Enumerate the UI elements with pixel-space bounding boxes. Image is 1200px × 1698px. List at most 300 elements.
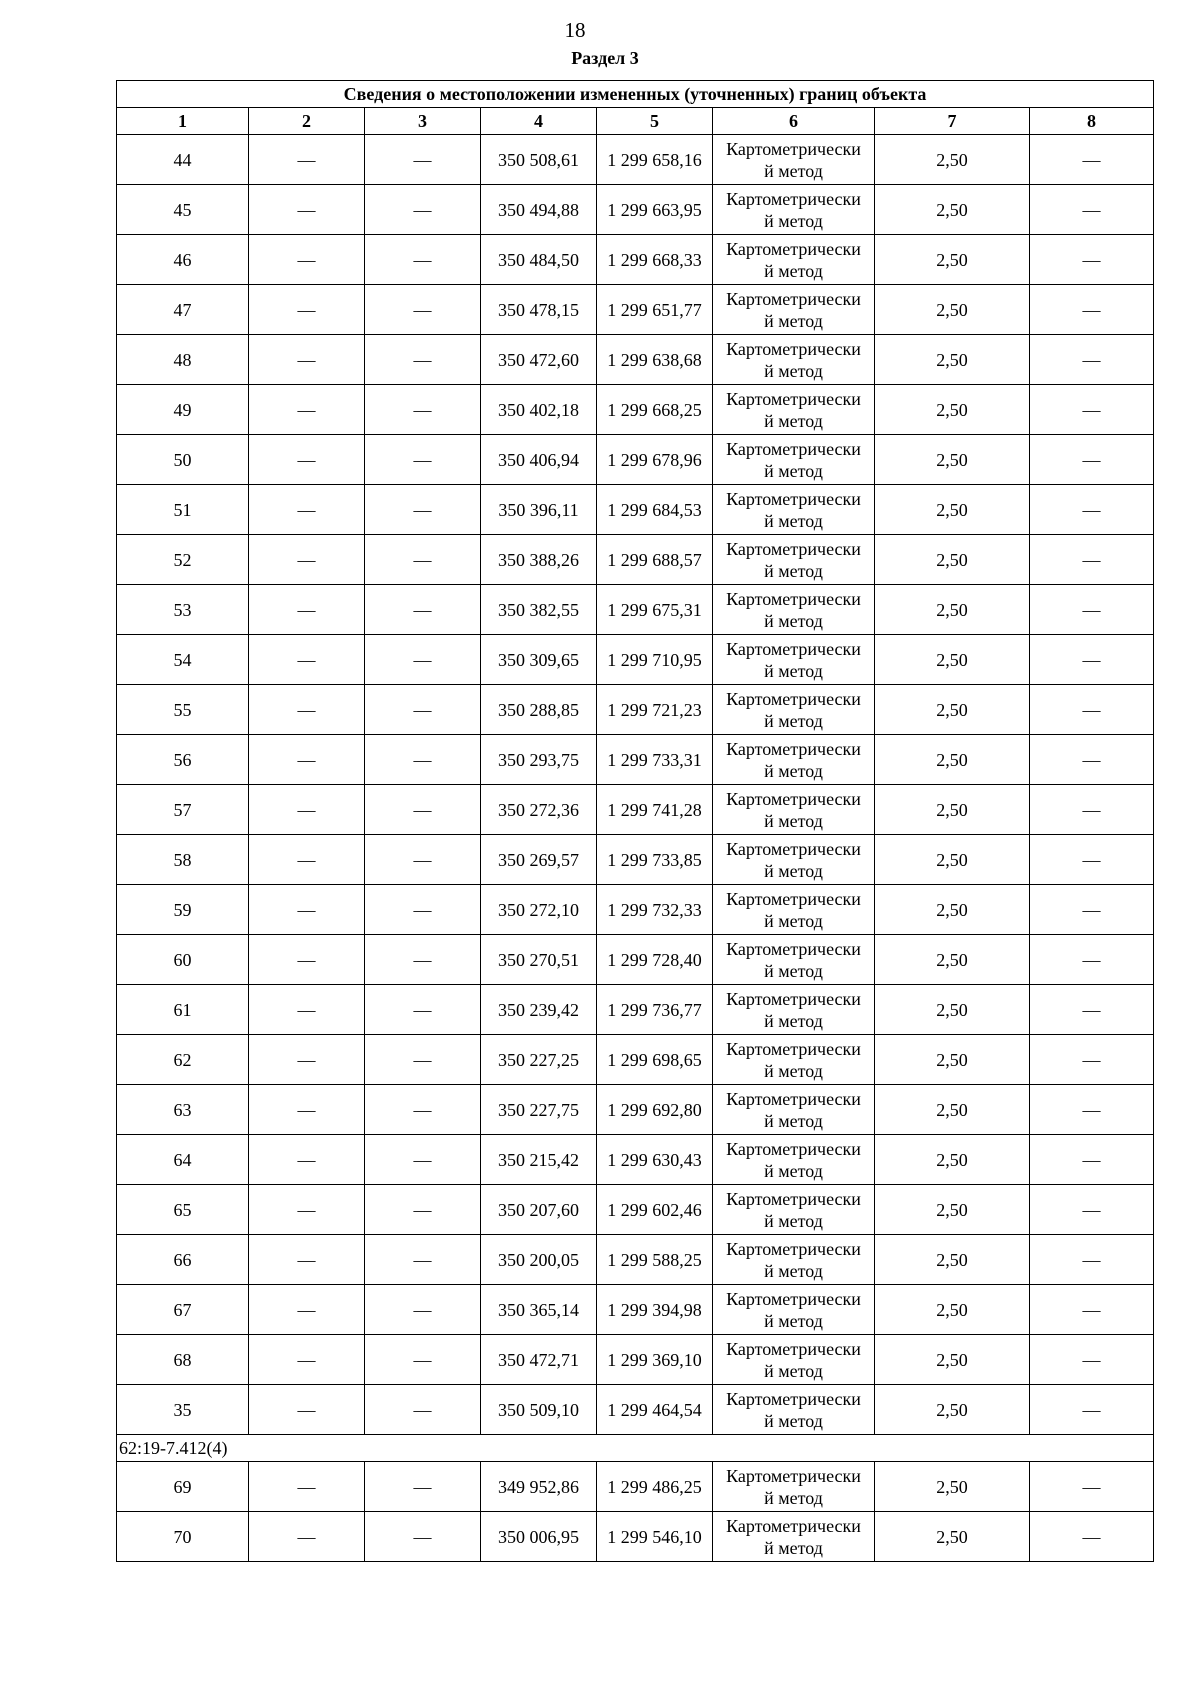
col3-value: — [365, 1512, 481, 1562]
method-line-2: й метод [764, 360, 823, 381]
y-coordinate: 1 299 684,53 [597, 485, 713, 535]
col2-value: — [249, 785, 365, 835]
col8-value: — [1030, 1085, 1154, 1135]
table-row [117, 1135, 1154, 1185]
col3-value: — [365, 985, 481, 1035]
col3-value: — [365, 335, 481, 385]
accuracy: 2,50 [875, 585, 1030, 635]
accuracy: 2,50 [875, 635, 1030, 685]
col3-value: — [365, 1235, 481, 1285]
col8-value: — [1030, 585, 1154, 635]
col8-value: — [1030, 385, 1154, 435]
col3-value: — [365, 235, 481, 285]
method-line-2: й метод [764, 1487, 823, 1508]
col2-value: — [249, 185, 365, 235]
col3-value: — [365, 835, 481, 885]
method-line-1: Картометрически [726, 1338, 861, 1359]
col3-value: — [365, 585, 481, 635]
table-row [117, 485, 1154, 535]
method [713, 1462, 875, 1512]
method-line-1: Картометрически [726, 488, 861, 509]
x-coordinate: 350 272,10 [481, 885, 597, 935]
col2-value: — [249, 585, 365, 635]
x-coordinate: 350 272,36 [481, 785, 597, 835]
method-line-1: Картометрически [726, 1288, 861, 1309]
method-line-2: й метод [764, 560, 823, 581]
col2-value: — [249, 1035, 365, 1085]
y-coordinate: 1 299 736,77 [597, 985, 713, 1035]
y-coordinate: 1 299 721,23 [597, 685, 713, 735]
col8-value: — [1030, 935, 1154, 985]
y-coordinate: 1 299 732,33 [597, 885, 713, 935]
method [713, 1035, 875, 1085]
col2-value: — [249, 1285, 365, 1335]
method [713, 585, 875, 635]
col3-value: — [365, 1135, 481, 1185]
col3-value: — [365, 1462, 481, 1512]
point-number: 46 [117, 235, 249, 285]
point-number: 67 [117, 1285, 249, 1335]
method [713, 1335, 875, 1385]
method-line-1: Картометрически [726, 388, 861, 409]
col2-value: — [249, 935, 365, 985]
col2-value: — [249, 385, 365, 435]
point-number: 65 [117, 1185, 249, 1235]
accuracy: 2,50 [875, 1035, 1030, 1085]
method-line-1: Картометрически [726, 888, 861, 909]
method-line-2: й метод [764, 910, 823, 931]
col2-value: — [249, 1135, 365, 1185]
col8-value: — [1030, 1285, 1154, 1335]
y-coordinate: 1 299 710,95 [597, 635, 713, 685]
table-row [117, 235, 1154, 285]
column-header: 8 [1030, 108, 1154, 135]
y-coordinate: 1 299 698,65 [597, 1035, 713, 1085]
col8-value: — [1030, 185, 1154, 235]
table-row [117, 1235, 1154, 1285]
table-row [117, 1462, 1154, 1512]
col3-value: — [365, 1285, 481, 1335]
accuracy: 2,50 [875, 1512, 1030, 1562]
method-line-1: Картометрически [726, 138, 861, 159]
method [713, 1135, 875, 1185]
col3-value: — [365, 685, 481, 735]
accuracy: 2,50 [875, 835, 1030, 885]
y-coordinate: 1 299 464,54 [597, 1385, 713, 1435]
method [713, 135, 875, 185]
accuracy: 2,50 [875, 335, 1030, 385]
x-coordinate: 350 494,88 [481, 185, 597, 235]
method-line-1: Картометрически [726, 338, 861, 359]
point-number: 44 [117, 135, 249, 185]
table-row [117, 985, 1154, 1035]
y-coordinate: 1 299 663,95 [597, 185, 713, 235]
point-number: 54 [117, 635, 249, 685]
col2-value: — [249, 885, 365, 935]
method [713, 635, 875, 685]
column-header: 5 [597, 108, 713, 135]
method-line-2: й метод [764, 1537, 823, 1558]
y-coordinate: 1 299 486,25 [597, 1462, 713, 1512]
method-line-2: й метод [764, 1310, 823, 1331]
x-coordinate: 350 508,61 [481, 135, 597, 185]
method-line-2: й метод [764, 1060, 823, 1081]
col3-value: — [365, 185, 481, 235]
col8-value: — [1030, 1135, 1154, 1185]
y-coordinate: 1 299 733,31 [597, 735, 713, 785]
accuracy: 2,50 [875, 735, 1030, 785]
col8-value: — [1030, 485, 1154, 535]
method [713, 835, 875, 885]
accuracy: 2,50 [875, 985, 1030, 1035]
method-line-2: й метод [764, 1160, 823, 1181]
y-coordinate: 1 299 369,10 [597, 1335, 713, 1385]
col2-value: — [249, 1235, 365, 1285]
table-row [117, 335, 1154, 385]
point-number: 63 [117, 1085, 249, 1135]
method-line-1: Картометрически [726, 438, 861, 459]
method-line-2: й метод [764, 960, 823, 981]
method-line-2: й метод [764, 160, 823, 181]
col3-value: — [365, 1085, 481, 1135]
y-coordinate: 1 299 675,31 [597, 585, 713, 635]
col2-value: — [249, 835, 365, 885]
point-number: 52 [117, 535, 249, 585]
y-coordinate: 1 299 678,96 [597, 435, 713, 485]
method [713, 485, 875, 535]
method-line-2: й метод [764, 310, 823, 331]
point-number: 70 [117, 1512, 249, 1562]
method-line-1: Картометрически [726, 288, 861, 309]
accuracy: 2,50 [875, 885, 1030, 935]
method-line-1: Картометрически [726, 738, 861, 759]
accuracy: 2,50 [875, 685, 1030, 735]
col2-value: — [249, 235, 365, 285]
col2-value: — [249, 735, 365, 785]
method-line-1: Картометрически [726, 838, 861, 859]
method [713, 285, 875, 335]
table-row [117, 735, 1154, 785]
col8-value: — [1030, 1385, 1154, 1435]
method-line-2: й метод [764, 860, 823, 881]
col8-value: — [1030, 1335, 1154, 1385]
x-coordinate: 350 396,11 [481, 485, 597, 535]
method-line-1: Картометрически [726, 938, 861, 959]
method-line-1: Картометрически [726, 1515, 861, 1536]
col8-value: — [1030, 1235, 1154, 1285]
col3-value: — [365, 435, 481, 485]
method [713, 235, 875, 285]
method [713, 1085, 875, 1135]
col3-value: — [365, 935, 481, 985]
accuracy: 2,50 [875, 535, 1030, 585]
method [713, 335, 875, 385]
table-row [117, 1335, 1154, 1385]
accuracy: 2,50 [875, 785, 1030, 835]
method [713, 185, 875, 235]
col8-value: — [1030, 1462, 1154, 1512]
method-line-2: й метод [764, 1210, 823, 1231]
method-line-1: Картометрически [726, 1465, 861, 1486]
y-coordinate: 1 299 630,43 [597, 1135, 713, 1185]
col8-value: — [1030, 535, 1154, 585]
table-row [117, 1385, 1154, 1435]
method [713, 1285, 875, 1335]
col3-value: — [365, 1185, 481, 1235]
point-number: 45 [117, 185, 249, 235]
col3-value: — [365, 285, 481, 335]
method [713, 685, 875, 735]
accuracy: 2,50 [875, 385, 1030, 435]
point-number: 60 [117, 935, 249, 985]
table-row [117, 635, 1154, 685]
col8-value: — [1030, 785, 1154, 835]
group-label: 62:19-7.412(4) [117, 1435, 1154, 1462]
x-coordinate: 350 478,15 [481, 285, 597, 335]
x-coordinate: 350 293,75 [481, 735, 597, 785]
col3-value: — [365, 1035, 481, 1085]
x-coordinate: 349 952,86 [481, 1462, 597, 1512]
method-line-2: й метод [764, 810, 823, 831]
accuracy: 2,50 [875, 285, 1030, 335]
method [713, 1385, 875, 1435]
accuracy: 2,50 [875, 435, 1030, 485]
section-title: Раздел 3 [571, 48, 639, 68]
point-number: 53 [117, 585, 249, 635]
table-row [117, 185, 1154, 235]
column-header: 4 [481, 108, 597, 135]
accuracy: 2,50 [875, 935, 1030, 985]
method-line-1: Картометрически [726, 1188, 861, 1209]
method [713, 985, 875, 1035]
point-number: 47 [117, 285, 249, 335]
method [713, 535, 875, 585]
table-row [117, 1185, 1154, 1235]
x-coordinate: 350 207,60 [481, 1185, 597, 1235]
y-coordinate: 1 299 741,28 [597, 785, 713, 835]
col3-value: — [365, 735, 481, 785]
method-line-2: й метод [764, 210, 823, 231]
point-number: 62 [117, 1035, 249, 1085]
method-line-2: й метод [764, 510, 823, 531]
y-coordinate: 1 299 638,68 [597, 335, 713, 385]
table-row [117, 1512, 1154, 1562]
point-number: 64 [117, 1135, 249, 1185]
x-coordinate: 350 484,50 [481, 235, 597, 285]
method-line-2: й метод [764, 260, 823, 281]
table-row [117, 385, 1154, 435]
point-number: 48 [117, 335, 249, 385]
method-line-2: й метод [764, 710, 823, 731]
col2-value: — [249, 1185, 365, 1235]
col8-value: — [1030, 1185, 1154, 1235]
table-row [117, 1035, 1154, 1085]
col2-value: — [249, 285, 365, 335]
x-coordinate: 350 472,71 [481, 1335, 597, 1385]
table-row [117, 785, 1154, 835]
col3-value: — [365, 485, 481, 535]
col8-value: — [1030, 985, 1154, 1035]
x-coordinate: 350 406,94 [481, 435, 597, 485]
method-line-1: Картометрически [726, 1238, 861, 1259]
col3-value: — [365, 385, 481, 435]
table-row [117, 685, 1154, 735]
accuracy: 2,50 [875, 485, 1030, 535]
y-coordinate: 1 299 394,98 [597, 1285, 713, 1335]
method [713, 435, 875, 485]
col3-value: — [365, 635, 481, 685]
col3-value: — [365, 135, 481, 185]
method [713, 1235, 875, 1285]
column-header: 6 [713, 108, 875, 135]
method-line-1: Картометрически [726, 1388, 861, 1409]
method-line-2: й метод [764, 1010, 823, 1031]
x-coordinate: 350 227,25 [481, 1035, 597, 1085]
method [713, 885, 875, 935]
point-number: 68 [117, 1335, 249, 1385]
point-number: 50 [117, 435, 249, 485]
col2-value: — [249, 485, 365, 535]
method-line-2: й метод [764, 1410, 823, 1431]
col8-value: — [1030, 435, 1154, 485]
col3-value: — [365, 785, 481, 835]
col3-value: — [365, 1385, 481, 1435]
method-line-2: й метод [764, 610, 823, 631]
col2-value: — [249, 535, 365, 585]
accuracy: 2,50 [875, 135, 1030, 185]
col8-value: — [1030, 285, 1154, 335]
y-coordinate: 1 299 651,77 [597, 285, 713, 335]
accuracy: 2,50 [875, 1085, 1030, 1135]
method-line-2: й метод [764, 410, 823, 431]
accuracy: 2,50 [875, 235, 1030, 285]
table-row [117, 535, 1154, 585]
col8-value: — [1030, 735, 1154, 785]
col8-value: — [1030, 885, 1154, 935]
x-coordinate: 350 388,26 [481, 535, 597, 585]
point-number: 59 [117, 885, 249, 935]
y-coordinate: 1 299 602,46 [597, 1185, 713, 1235]
column-header: 3 [365, 108, 481, 135]
x-coordinate: 350 200,05 [481, 1235, 597, 1285]
y-coordinate: 1 299 733,85 [597, 835, 713, 885]
col2-value: — [249, 1085, 365, 1135]
col2-value: — [249, 985, 365, 1035]
col2-value: — [249, 135, 365, 185]
column-header-row [117, 108, 1154, 135]
table-row [117, 835, 1154, 885]
method-line-1: Картометрически [726, 188, 861, 209]
point-number: 35 [117, 1385, 249, 1435]
point-number: 58 [117, 835, 249, 885]
x-coordinate: 350 472,60 [481, 335, 597, 385]
col8-value: — [1030, 335, 1154, 385]
column-header: 2 [249, 108, 365, 135]
col8-value: — [1030, 1035, 1154, 1085]
method-line-1: Картометрически [726, 1088, 861, 1109]
method-line-1: Картометрически [726, 1038, 861, 1059]
col2-value: — [249, 1335, 365, 1385]
table-row [117, 435, 1154, 485]
method [713, 385, 875, 435]
method-line-1: Картометрически [726, 1138, 861, 1159]
table-row [117, 885, 1154, 935]
col8-value: — [1030, 635, 1154, 685]
y-coordinate: 1 299 546,10 [597, 1512, 713, 1562]
point-number: 55 [117, 685, 249, 735]
y-coordinate: 1 299 658,16 [597, 135, 713, 185]
point-number: 49 [117, 385, 249, 435]
col2-value: — [249, 435, 365, 485]
table-row [117, 935, 1154, 985]
table-row [117, 1085, 1154, 1135]
col2-value: — [249, 685, 365, 735]
table-row [117, 585, 1154, 635]
col8-value: — [1030, 1512, 1154, 1562]
method-line-1: Картометрически [726, 538, 861, 559]
table-row [117, 1285, 1154, 1335]
col2-value: — [249, 335, 365, 385]
col2-value: — [249, 1462, 365, 1512]
column-header: 1 [117, 108, 249, 135]
x-coordinate: 350 288,85 [481, 685, 597, 735]
x-coordinate: 350 402,18 [481, 385, 597, 435]
method-line-2: й метод [764, 760, 823, 781]
point-number: 57 [117, 785, 249, 835]
accuracy: 2,50 [875, 1135, 1030, 1185]
method [713, 785, 875, 835]
x-coordinate: 350 269,57 [481, 835, 597, 885]
accuracy: 2,50 [875, 1335, 1030, 1385]
point-number: 66 [117, 1235, 249, 1285]
point-number: 61 [117, 985, 249, 1035]
col2-value: — [249, 1385, 365, 1435]
method-line-1: Картометрически [726, 988, 861, 1009]
method [713, 935, 875, 985]
x-coordinate: 350 365,14 [481, 1285, 597, 1335]
x-coordinate: 350 309,65 [481, 635, 597, 685]
method-line-1: Картометрически [726, 638, 861, 659]
accuracy: 2,50 [875, 1185, 1030, 1235]
method-line-2: й метод [764, 1110, 823, 1131]
method-line-1: Картометрически [726, 688, 861, 709]
method-line-2: й метод [764, 1360, 823, 1381]
method-line-1: Картометрически [726, 238, 861, 259]
accuracy: 2,50 [875, 1385, 1030, 1435]
y-coordinate: 1 299 668,33 [597, 235, 713, 285]
point-number: 51 [117, 485, 249, 535]
group-label-row [117, 1435, 1154, 1462]
y-coordinate: 1 299 692,80 [597, 1085, 713, 1135]
col8-value: — [1030, 685, 1154, 735]
method [713, 1185, 875, 1235]
accuracy: 2,50 [875, 1235, 1030, 1285]
y-coordinate: 1 299 668,25 [597, 385, 713, 435]
col3-value: — [365, 1335, 481, 1385]
col8-value: — [1030, 235, 1154, 285]
accuracy: 2,50 [875, 1285, 1030, 1335]
method-line-2: й метод [764, 660, 823, 681]
col2-value: — [249, 1512, 365, 1562]
point-number: 69 [117, 1462, 249, 1512]
method-line-1: Картометрически [726, 588, 861, 609]
accuracy: 2,50 [875, 185, 1030, 235]
x-coordinate: 350 270,51 [481, 935, 597, 985]
col8-value: — [1030, 135, 1154, 185]
table-row [117, 285, 1154, 335]
method [713, 1512, 875, 1562]
table-caption-row [117, 81, 1154, 108]
